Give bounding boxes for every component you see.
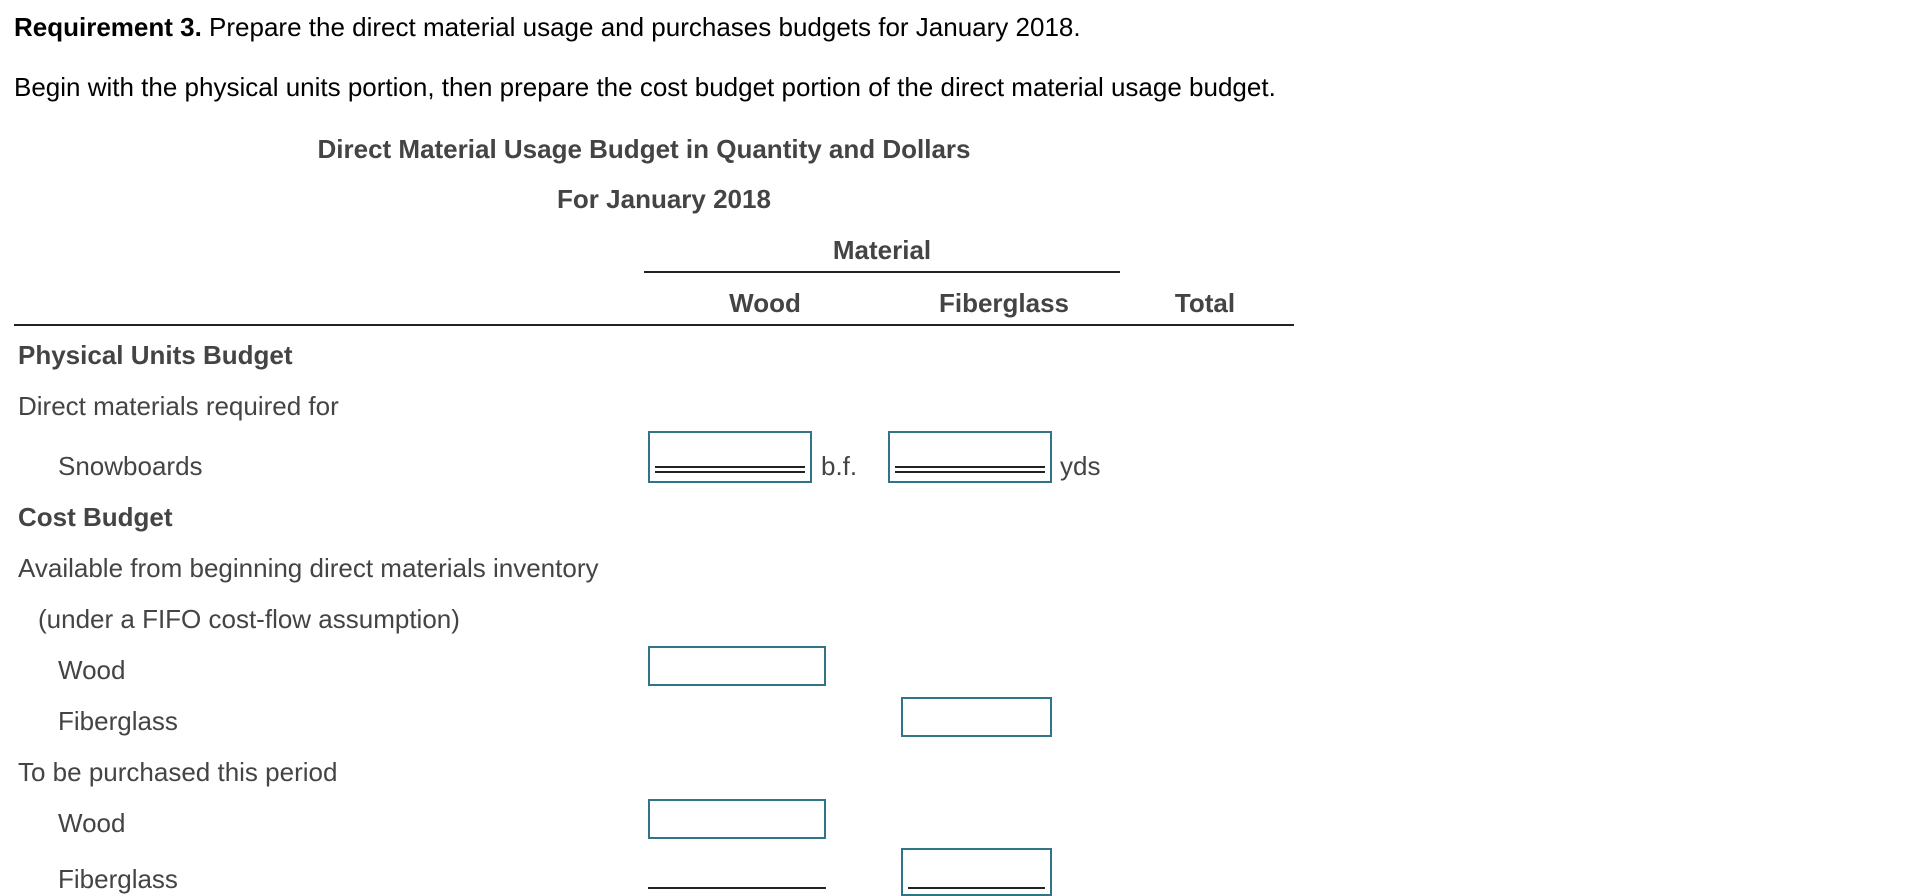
unit-yds-label: yds bbox=[1060, 451, 1101, 481]
budget-period: For January 2018 bbox=[557, 184, 771, 214]
dm-required-label: Direct materials required for bbox=[18, 391, 339, 421]
snowboards-label: Snowboards bbox=[58, 451, 203, 481]
beginning-fiberglass-input[interactable] bbox=[901, 697, 1052, 737]
snowboards-wood-input[interactable] bbox=[648, 431, 812, 483]
column-header-rule bbox=[14, 324, 1294, 326]
column-header-fiberglass: Fiberglass bbox=[938, 288, 1070, 318]
requirement-label: Requirement 3. bbox=[14, 12, 202, 42]
budget-title: Direct Material Usage Budget in Quantity and Dollars bbox=[317, 134, 971, 164]
beginning-wood-input[interactable] bbox=[648, 646, 826, 686]
column-header-wood: Wood bbox=[729, 288, 801, 318]
requirement-text: Prepare the direct material usage and purchases budgets for January 2018. bbox=[201, 12, 1081, 42]
snowboards-fiberglass-input[interactable] bbox=[888, 431, 1052, 483]
fifo-note-label: (under a FIFO cost-flow assumption) bbox=[38, 604, 460, 634]
physical-units-heading: Physical Units Budget bbox=[18, 340, 293, 370]
requirement-line bbox=[14, 12, 1081, 43]
material-group-header: Material bbox=[832, 235, 932, 265]
instruction-text: Begin with the physical units portion, then prepare the cost budget portion of the direct material usage budget. bbox=[14, 72, 1276, 102]
to-be-purchased-label: To be purchased this period bbox=[18, 757, 338, 787]
material-header-rule bbox=[644, 271, 1120, 273]
purchased-wood-label: Wood bbox=[58, 808, 126, 838]
unit-bf-label: b.f. bbox=[821, 451, 858, 481]
purchased-wood-subtotal-rule bbox=[648, 887, 826, 889]
column-header-total: Total bbox=[1174, 288, 1236, 318]
beginning-wood-label: Wood bbox=[58, 655, 126, 685]
beginning-fiberglass-label: Fiberglass bbox=[58, 706, 178, 736]
cost-budget-heading: Cost Budget bbox=[18, 502, 173, 532]
purchased-fiberglass-input[interactable] bbox=[901, 848, 1052, 896]
available-beginning-label: Available from beginning direct materials inventory bbox=[18, 553, 599, 583]
purchased-fiberglass-label: Fiberglass bbox=[58, 864, 178, 894]
purchased-wood-input[interactable] bbox=[648, 799, 826, 839]
